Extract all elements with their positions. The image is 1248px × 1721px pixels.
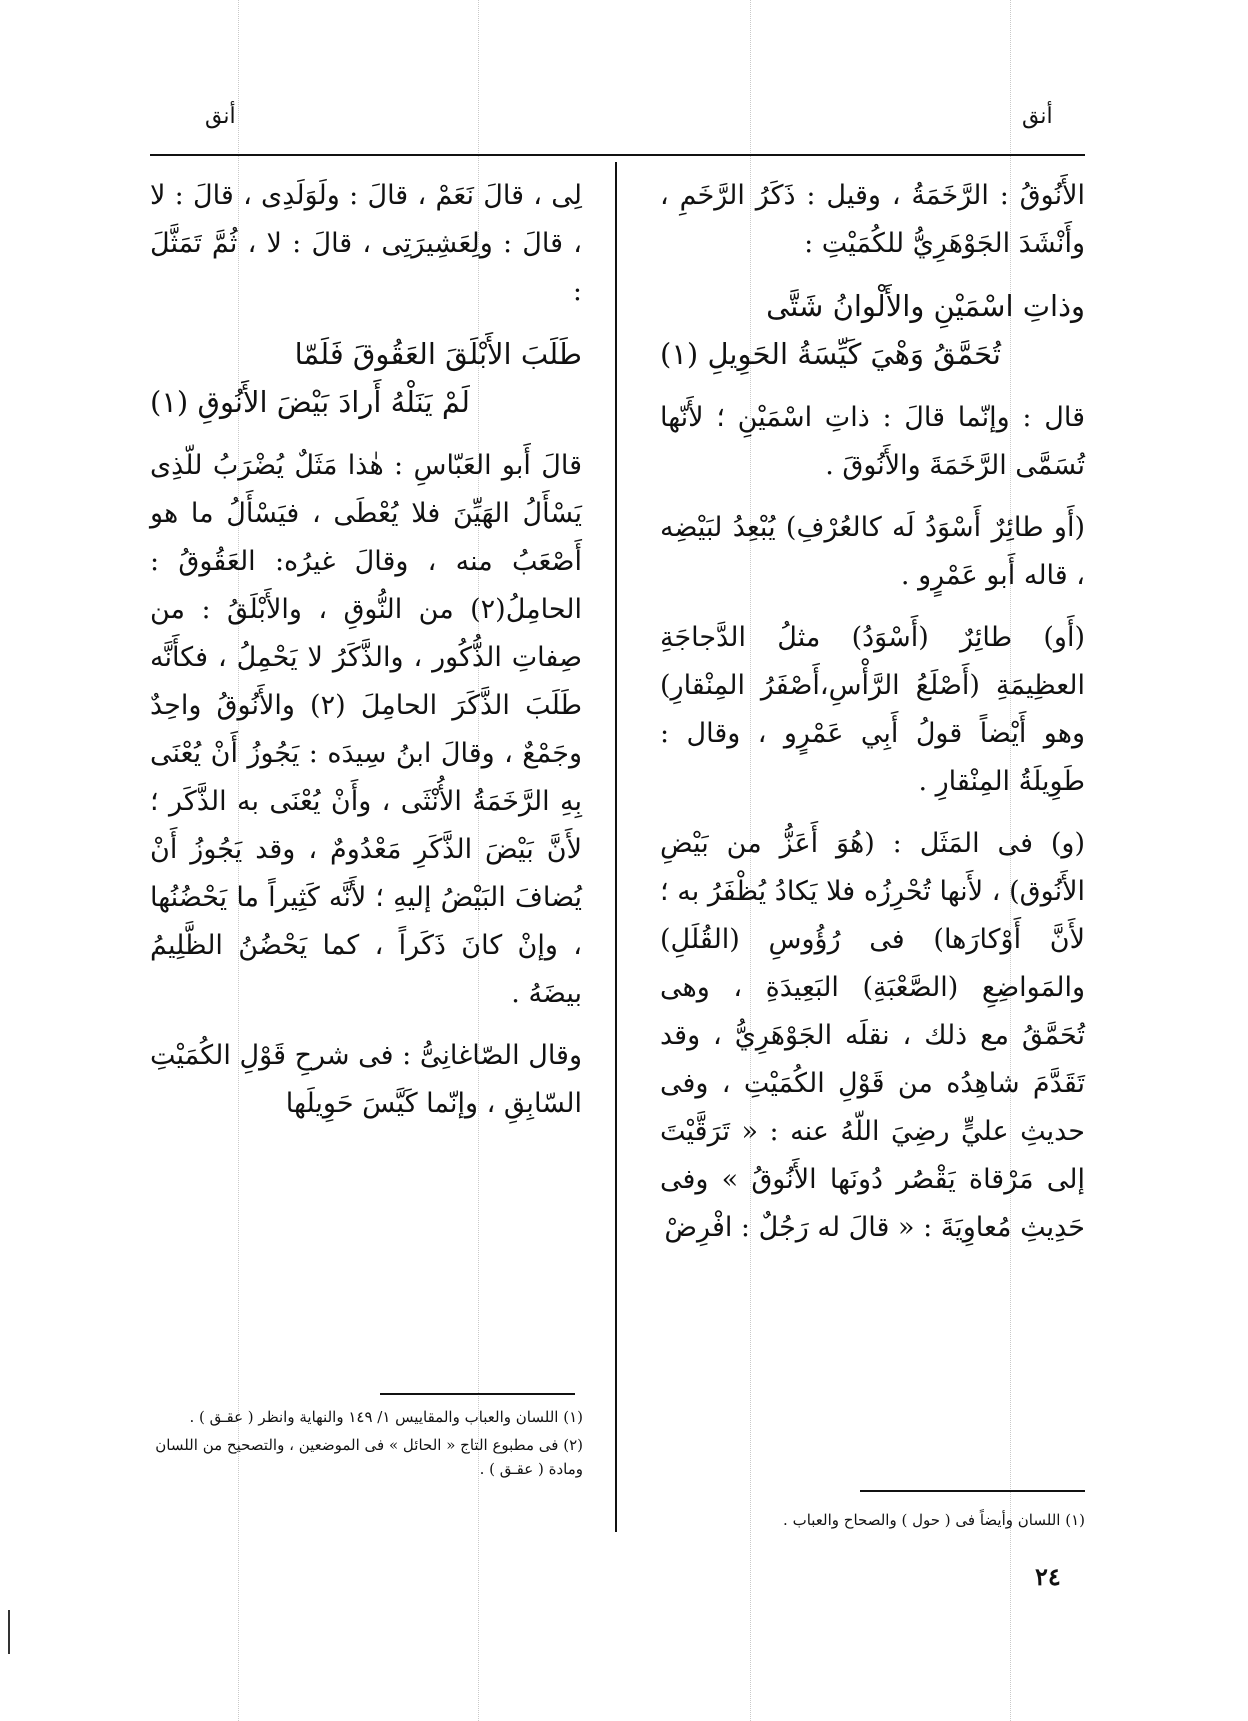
- paragraph: (أَو) طائِرٌ (أَسْوَدُ) مثلُ الدَّجاجَةِ العظِيمَةِ (أَصْلَعُ الرَّأْسِ،أَصْفَرُ المِنْقارِ) وهو أَيْضاً قولُ أَبِي عَمْرٍو ، وقال : طَوِيلَةُ المِنْقارِ .: [660, 622, 1085, 797]
- footnote-rule-left: [380, 1393, 575, 1395]
- scan-edge-mark: [8, 1610, 10, 1654]
- paragraph: قال : وإنّما قالَ : ذاتِ اسْمَيْنِ ؛ لأَنّها تُسَمَّى الرَّخَمَةَ والأَنُوقَ .: [660, 402, 1085, 481]
- paragraph: (و) فى المَثَل : (هُوَ أَعَزُّ من بَيْضِ الأَنُوق) ، لأَنها تُحْرِزُه فلا يَكادُ يُظْفَرُ به ؛ لأَنَّ أَوْكارَها) فى رُؤُوسِ (القُلَلِ) والمَواضِعِ (الصَّعْبَةِ) البَعِيدَةِ ، وهى تُحَمَّقُ مع ذلك ، نقلَه الجَوْهَرِيُّ ، وقد تَقَدَّمَ شاهِدُه من قَوْلِ الكُمَيْتِ ، وفى حديثِ عليٍّ رضِيَ اللّهُ عنه : « تَرَقَّيْتَ إلى مَرْقاة يَقْصُر دُونَها الأَنُوقُ » وفى حَدِيثِ مُعاوِيَةَ : « قالَ له رَجُلٌ : افْرِضْ: [660, 828, 1085, 1243]
- verse-hemistich-2: تُحَمَّقُ وَهْيَ كَيِّسَةُ الحَوِيلِ (١): [660, 337, 1001, 371]
- page-number: ٢٤: [1035, 1562, 1061, 1591]
- verse: [150, 330, 582, 426]
- verse-hemistich-2: لَمْ يَنَلْهُ أَرادَ بَيْضَ الأَنُوقِ (١): [150, 385, 470, 419]
- footnote-rule-right: [860, 1490, 1085, 1492]
- verse-hemistich-1: وذاتِ اسْمَيْنِ والأَلْوانُ شَتَّى: [766, 289, 1085, 323]
- right-column: [660, 172, 1085, 1266]
- footnote-2: (٢) فى مطبوع التاج « الحائل » فى الموضعين ، والتصحيح من اللسان ومادة ( عقـق ) .: [155, 1436, 583, 1478]
- paragraph: وقال الصّاغانِىُّ : فى شرحِ قَوْلِ الكُمَيْتِ السّابِقِ ، وإنّما كَيَّسَ حَوِيلَها: [150, 1040, 582, 1119]
- paragraph: الأَنُوقُ : الرَّخَمَةُ ، وقيل : ذَكَرُ الرَّخَمِ ، وأَنْشَدَ الجَوْهَرِيُّ للكُمَيْتِ :: [660, 180, 1085, 259]
- footnotes-left: [138, 1405, 583, 1485]
- running-head-left: أنق: [205, 104, 236, 129]
- footnotes-right: [660, 1508, 1085, 1536]
- paragraph: لِى ، قالَ نَعَمْ ، قالَ : ولَوَلَدِى ، قالَ : لا ، قالَ : ولِعَشِيرَتِى ، قالَ : لا ، ثُمَّ تَمَثَّلَ :: [150, 180, 582, 307]
- paragraph: قالَ أَبو العَبّاسِ : هٰذا مَثَلٌ يُضْرَبُ للّذِى يَسْأَلُ الهَيِّنَ فلا يُعْطَى ، فيَسْأَلُ ما هو أَصْعَبُ منه ، وقالَ غيرُه: العَقُوقُ : الحامِلُ(٢) من النُّوقِ ، والأَبْلَقُ : من صِفاتِ الذُّكُور ، والذَّكَرُ لا يَحْمِلُ ، فكأَنَّه طَلَبَ الذَّكَرَ الحامِلَ (٢) والأَنُوقُ واحِدٌ وجَمْعٌ ، وقالَ ابنُ سِيدَه : يَجُوزُ أَنْ يُعْنَى بِهِ الرَّخَمَةُ الأُنْثَى ، وأَنْ يُعْنَى به الذَّكَر ؛ لأَنَّ بَيْضَ الذَّكَرِ مَعْدُومٌ ، وقد يَجُوزُ أَنْ يُضافَ البَيْضُ إليهِ ؛ لأَنَّه كَثِيراً ما يَحْضُنُها ، وإنْ كانَ ذَكَراً ، كما يَحْضُنُ الظَّلِيمُ بيضَهُ .: [150, 450, 583, 1009]
- column-divider: [615, 162, 617, 1532]
- header-rule: [150, 154, 1085, 156]
- verse-hemistich-1: طَلَبَ الأَبْلَقَ العَقُوقَ فَلَمّا: [294, 337, 582, 371]
- verse: [660, 282, 1085, 378]
- footnote-1: (١) اللسان وأيضاً فى ( حول ) والصحاح والعباب .: [783, 1511, 1085, 1529]
- paragraph: (أَو طائِرٌ أَسْوَدُ لَه كالعُرْفِ) يُبْعِدُ لبَيْضِه ، قاله أَبو عَمْرٍو .: [660, 512, 1085, 591]
- left-column: [150, 172, 582, 1142]
- footnote-1: (١) اللسان والعباب والمقاييس ١/ ١٤٩ والنهاية وانظر ( عقـق ) .: [189, 1408, 583, 1426]
- running-head-right: أنق: [1022, 104, 1053, 129]
